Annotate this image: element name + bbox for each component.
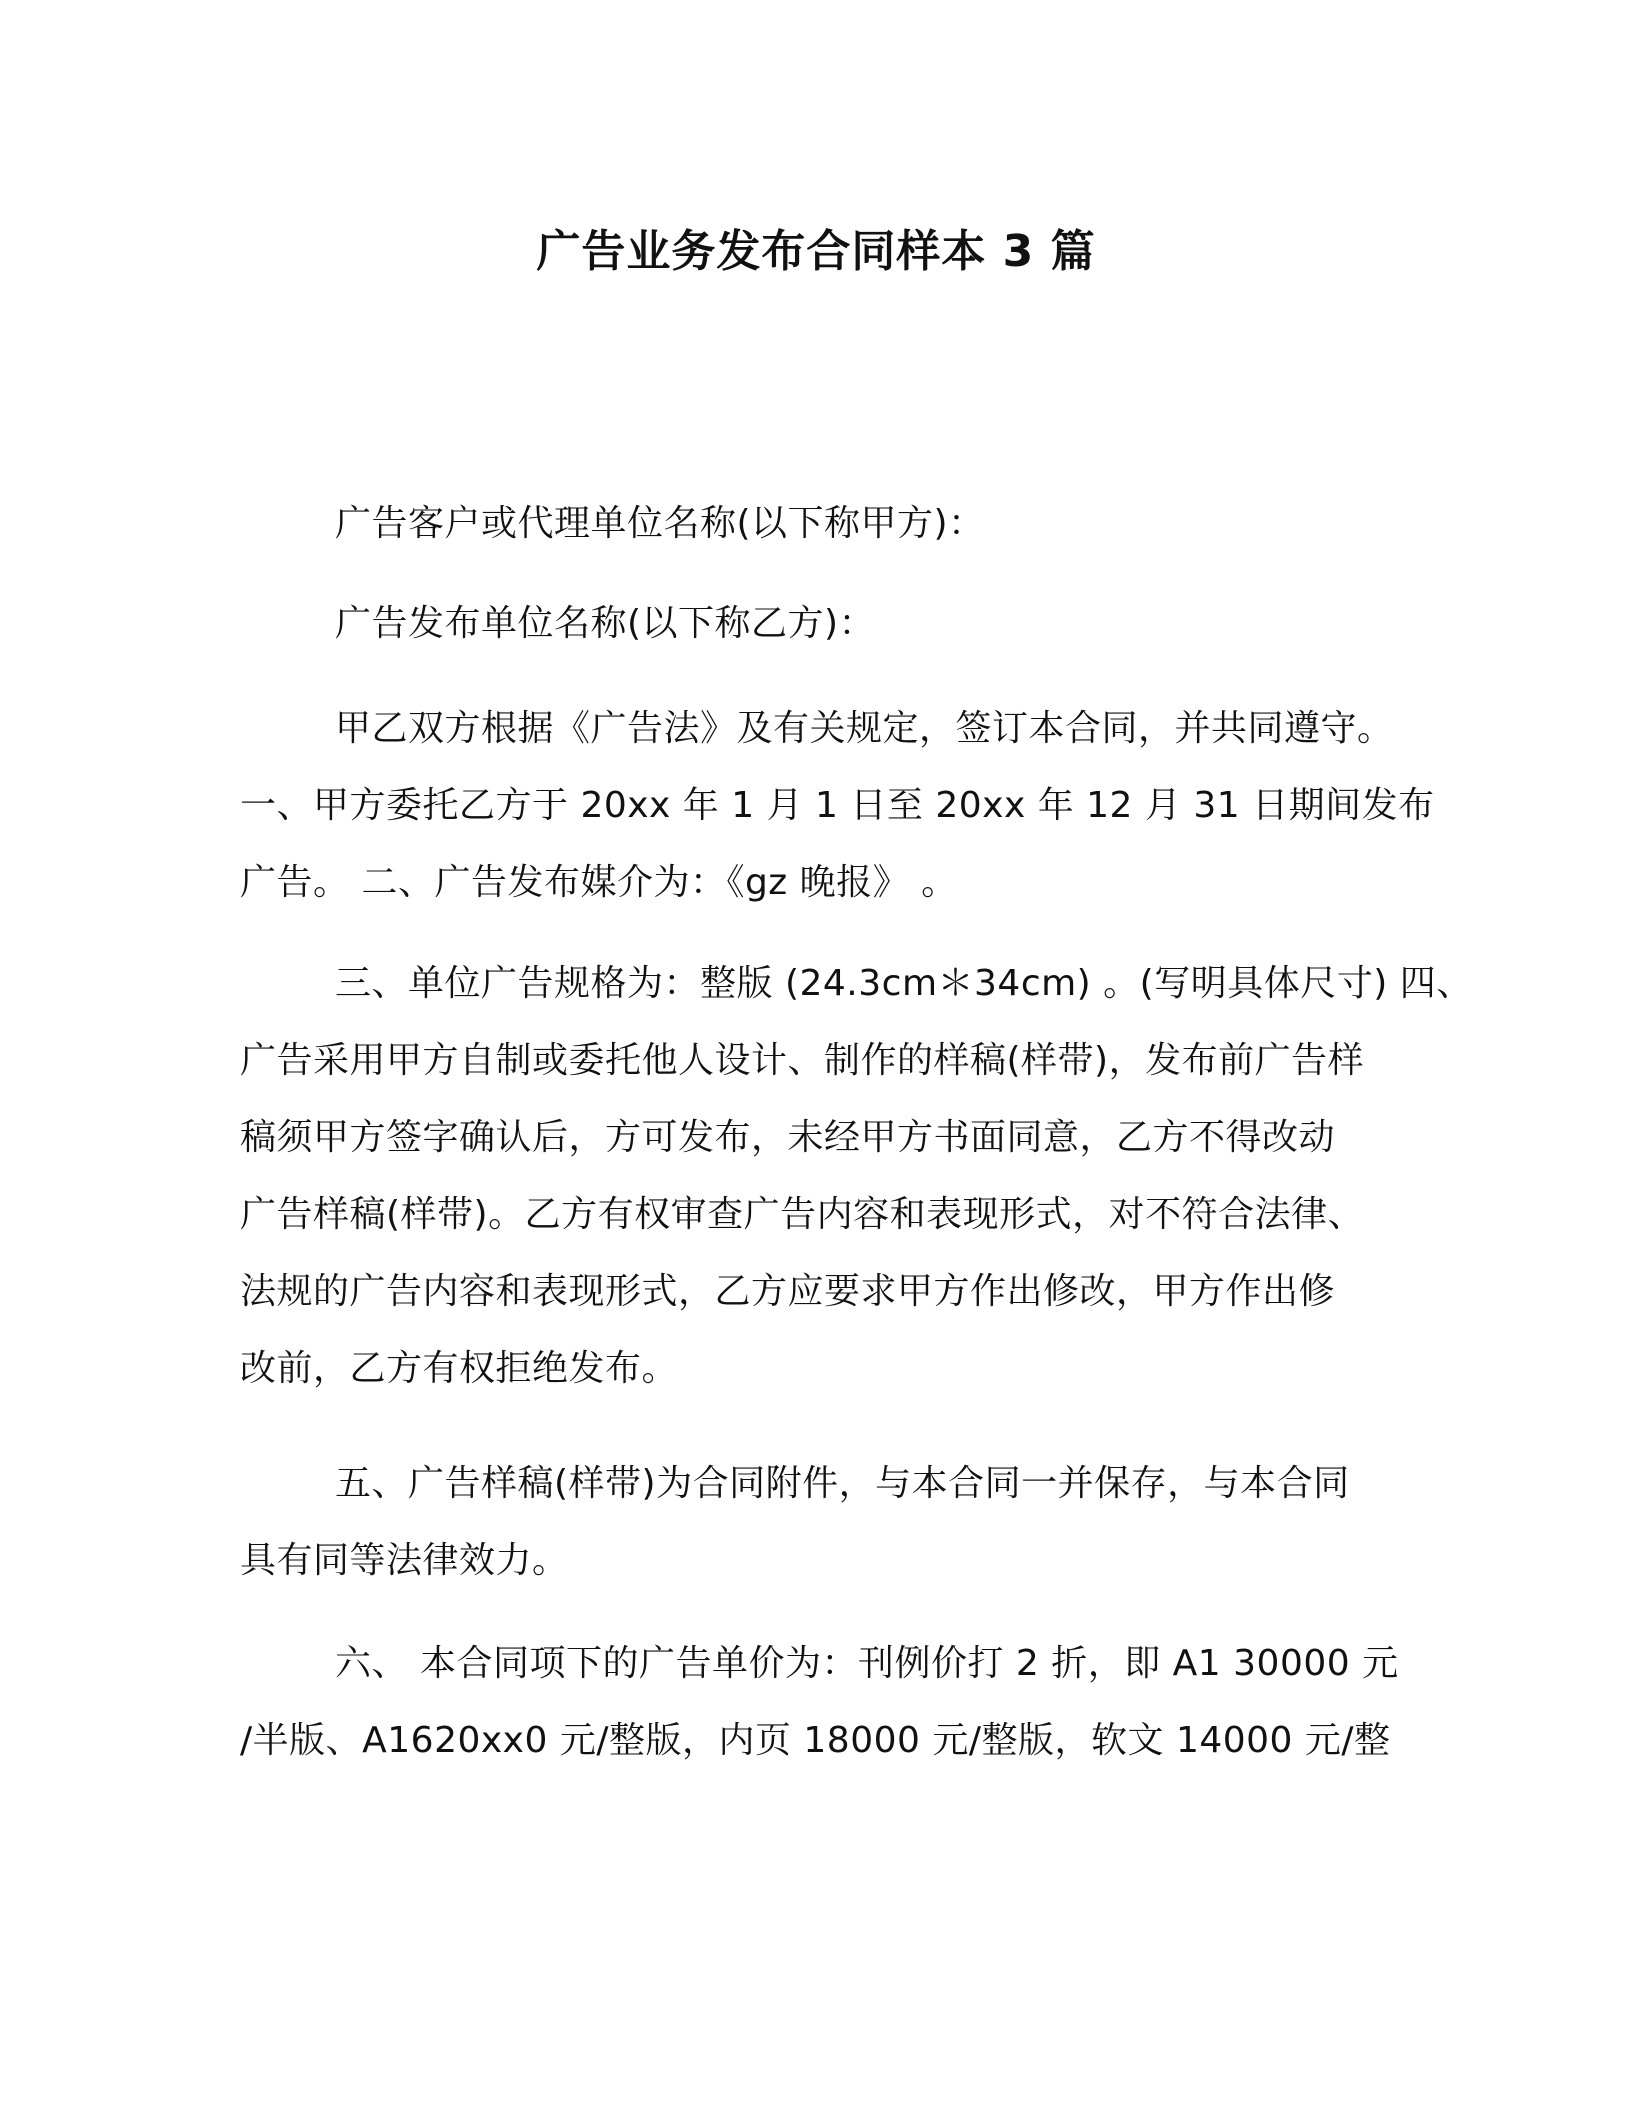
text-line: 广告客户或代理单位名称(以下称甲方)： bbox=[335, 503, 985, 544]
text-line: 稿须甲方签字确认后，方可发布，未经甲方书面同意，乙方不得改动 bbox=[240, 1117, 1336, 1158]
text-line: 广告采用甲方自制或委托他人设计、制作的样稿(样带)，发布前广告样 bbox=[240, 1040, 1365, 1081]
text-line: 甲乙双方根据《广告法》及有关规定，签订本合同，并共同遵守。 bbox=[335, 708, 1394, 749]
text-line: 广告。 二、广告发布媒介为：《gz 晚报》 。 bbox=[240, 862, 958, 903]
text-line: 三、单位广告规格为：整版 (24.3cm＊34cm) 。(写明具体尺寸) 四、 bbox=[335, 963, 1473, 1004]
paragraph-party-b bbox=[240, 585, 1420, 662]
text-line: 广告发布单位名称(以下称乙方)： bbox=[335, 603, 876, 644]
text-line: 五、广告样稿(样带)为合同附件，与本合同一并保存，与本合同 bbox=[335, 1463, 1350, 1504]
text-line: 具有同等法律效力。 bbox=[240, 1540, 569, 1581]
text-line: 广告样稿(样带)。乙方有权审查广告内容和表现形式，对不符合法律、 bbox=[240, 1194, 1365, 1235]
paragraph-party-a bbox=[240, 485, 1420, 562]
text-line: 法规的广告内容和表现形式，乙方应要求甲方作出修改，甲方作出修 bbox=[240, 1271, 1336, 1312]
document-title: 广告业务发布合同样本 3 篇 bbox=[536, 226, 1096, 277]
paragraph-clause-5 bbox=[240, 1445, 1420, 1599]
text-line: /半版、A1620xx0 元/整版，内页 18000 元/整版，软文 14000 元/整 bbox=[240, 1720, 1391, 1761]
text-line: 一、甲方委托乙方于 20xx 年 1 月 1 日至 20xx 年 12 月 31 日期间发布 bbox=[240, 785, 1435, 826]
text-line: 六、 本合同项下的广告单价为：刊例价打 2 折，即 A1 30000 元 bbox=[335, 1643, 1399, 1684]
text-line: 改前，乙方有权拒绝发布。 bbox=[240, 1348, 679, 1389]
paragraph-clause-1-2 bbox=[240, 690, 1435, 921]
paragraph-clause-6 bbox=[240, 1625, 1420, 1779]
paragraph-clause-3-4 bbox=[240, 945, 1473, 1407]
